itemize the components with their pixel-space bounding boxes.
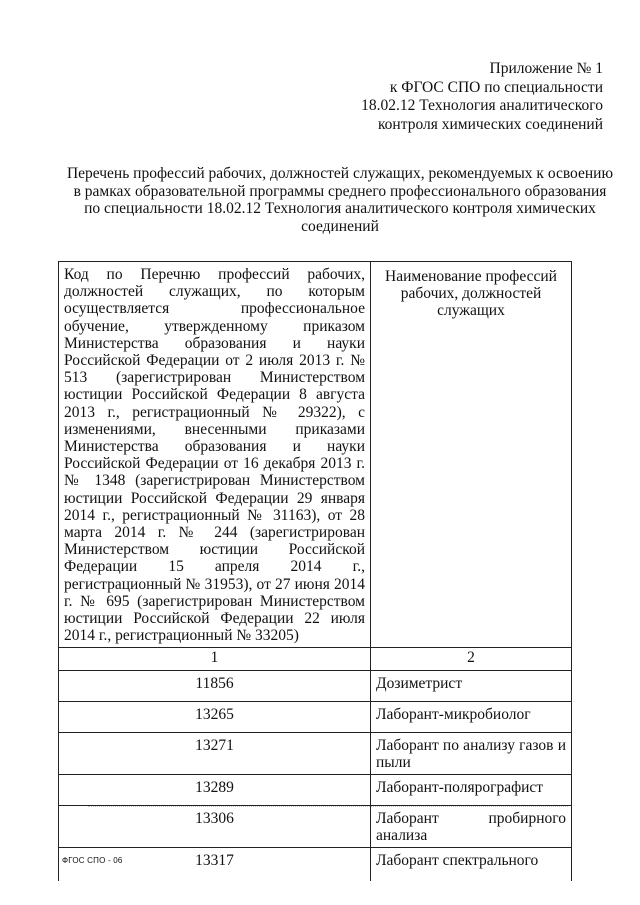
table-row xyxy=(59,670,572,701)
table-row xyxy=(59,701,572,732)
profession-code: 11856 xyxy=(59,670,371,701)
title-line: соединений xyxy=(301,217,379,235)
column-index-2: 2 xyxy=(371,648,572,670)
profession-code: 13306 xyxy=(59,806,371,848)
table-header-row xyxy=(59,262,572,648)
appendix-note xyxy=(243,60,603,134)
title-line: Перечень профессий рабочих, должностей служащих, рекомендуемых к освоению xyxy=(66,165,614,182)
document-title xyxy=(60,165,620,235)
profession-name: Дозиметрист xyxy=(371,670,572,701)
professions-table xyxy=(58,261,572,881)
header-code-cell: Код по Перечню профессий рабочих, должностей служащих, по которым осуществляется профессиональное обучение, утвержденному приказом Министерства образования и науки Российской Федерации от 2 июля 2013 г. № 513 (зарегистрирован Министерством юстиции Российской Федерации 8 августа 2013 г., регистрационный № 29322), с изменениями, внесенными приказами Министерства образования и науки Российской Федерации от 16 декабря 2013 г. № 1348 (зарегистрирован Министерством юстиции Российской Федерации 29 января 2014 г., регистрационный № 31163), от 28 марта 2014 г. № 244 (зарегистрирован Министерством юстиции Российской Федерации 15 апреля 2014 г., регистрационный № 31953), от 27 июня 2014 г. № 695 (зарегистрирован Министерством юстиции Российской Федерации 22 июля 2014 г., регистрационный № 33205) xyxy=(59,262,371,648)
scan-artifact-divider xyxy=(88,806,568,807)
profession-name: Лаборант-микробиолог xyxy=(371,701,572,732)
profession-name: Лаборант спектрального xyxy=(371,848,572,882)
table-row xyxy=(59,806,572,848)
table-row xyxy=(59,775,572,806)
appendix-line: Приложение № 1 xyxy=(489,60,603,77)
profession-code: 13317 xyxy=(59,848,371,882)
column-index-row xyxy=(59,648,572,670)
title-line: по специальности 18.02.12 Технология аналитического контроля химических xyxy=(84,200,596,217)
appendix-line: контроля химических соединений xyxy=(377,115,603,133)
profession-code: 13271 xyxy=(59,732,371,774)
profession-code: 13289 xyxy=(59,775,371,806)
column-index-1: 1 xyxy=(59,648,371,670)
header-name-cell: Наименование профессий рабочих, должностей служащих xyxy=(371,262,572,648)
profession-name: Лаборант пробирного анализа xyxy=(371,806,572,848)
profession-name: Лаборант по анализу газов и пыли xyxy=(371,732,572,774)
table-row xyxy=(59,848,572,882)
appendix-line: 18.02.12 Технология аналитического xyxy=(361,97,603,114)
title-line: в рамках образовательной программы среднего профессионального образования xyxy=(73,182,607,200)
profession-code: 13265 xyxy=(59,701,371,732)
profession-name: Лаборант-полярографист xyxy=(371,775,572,806)
table-row xyxy=(59,732,572,774)
professions-table-wrapper xyxy=(58,261,571,881)
appendix-line: к ФГОС СПО по специальности xyxy=(389,78,603,96)
footer-code: ФГОС СПО - 06 xyxy=(62,856,123,865)
